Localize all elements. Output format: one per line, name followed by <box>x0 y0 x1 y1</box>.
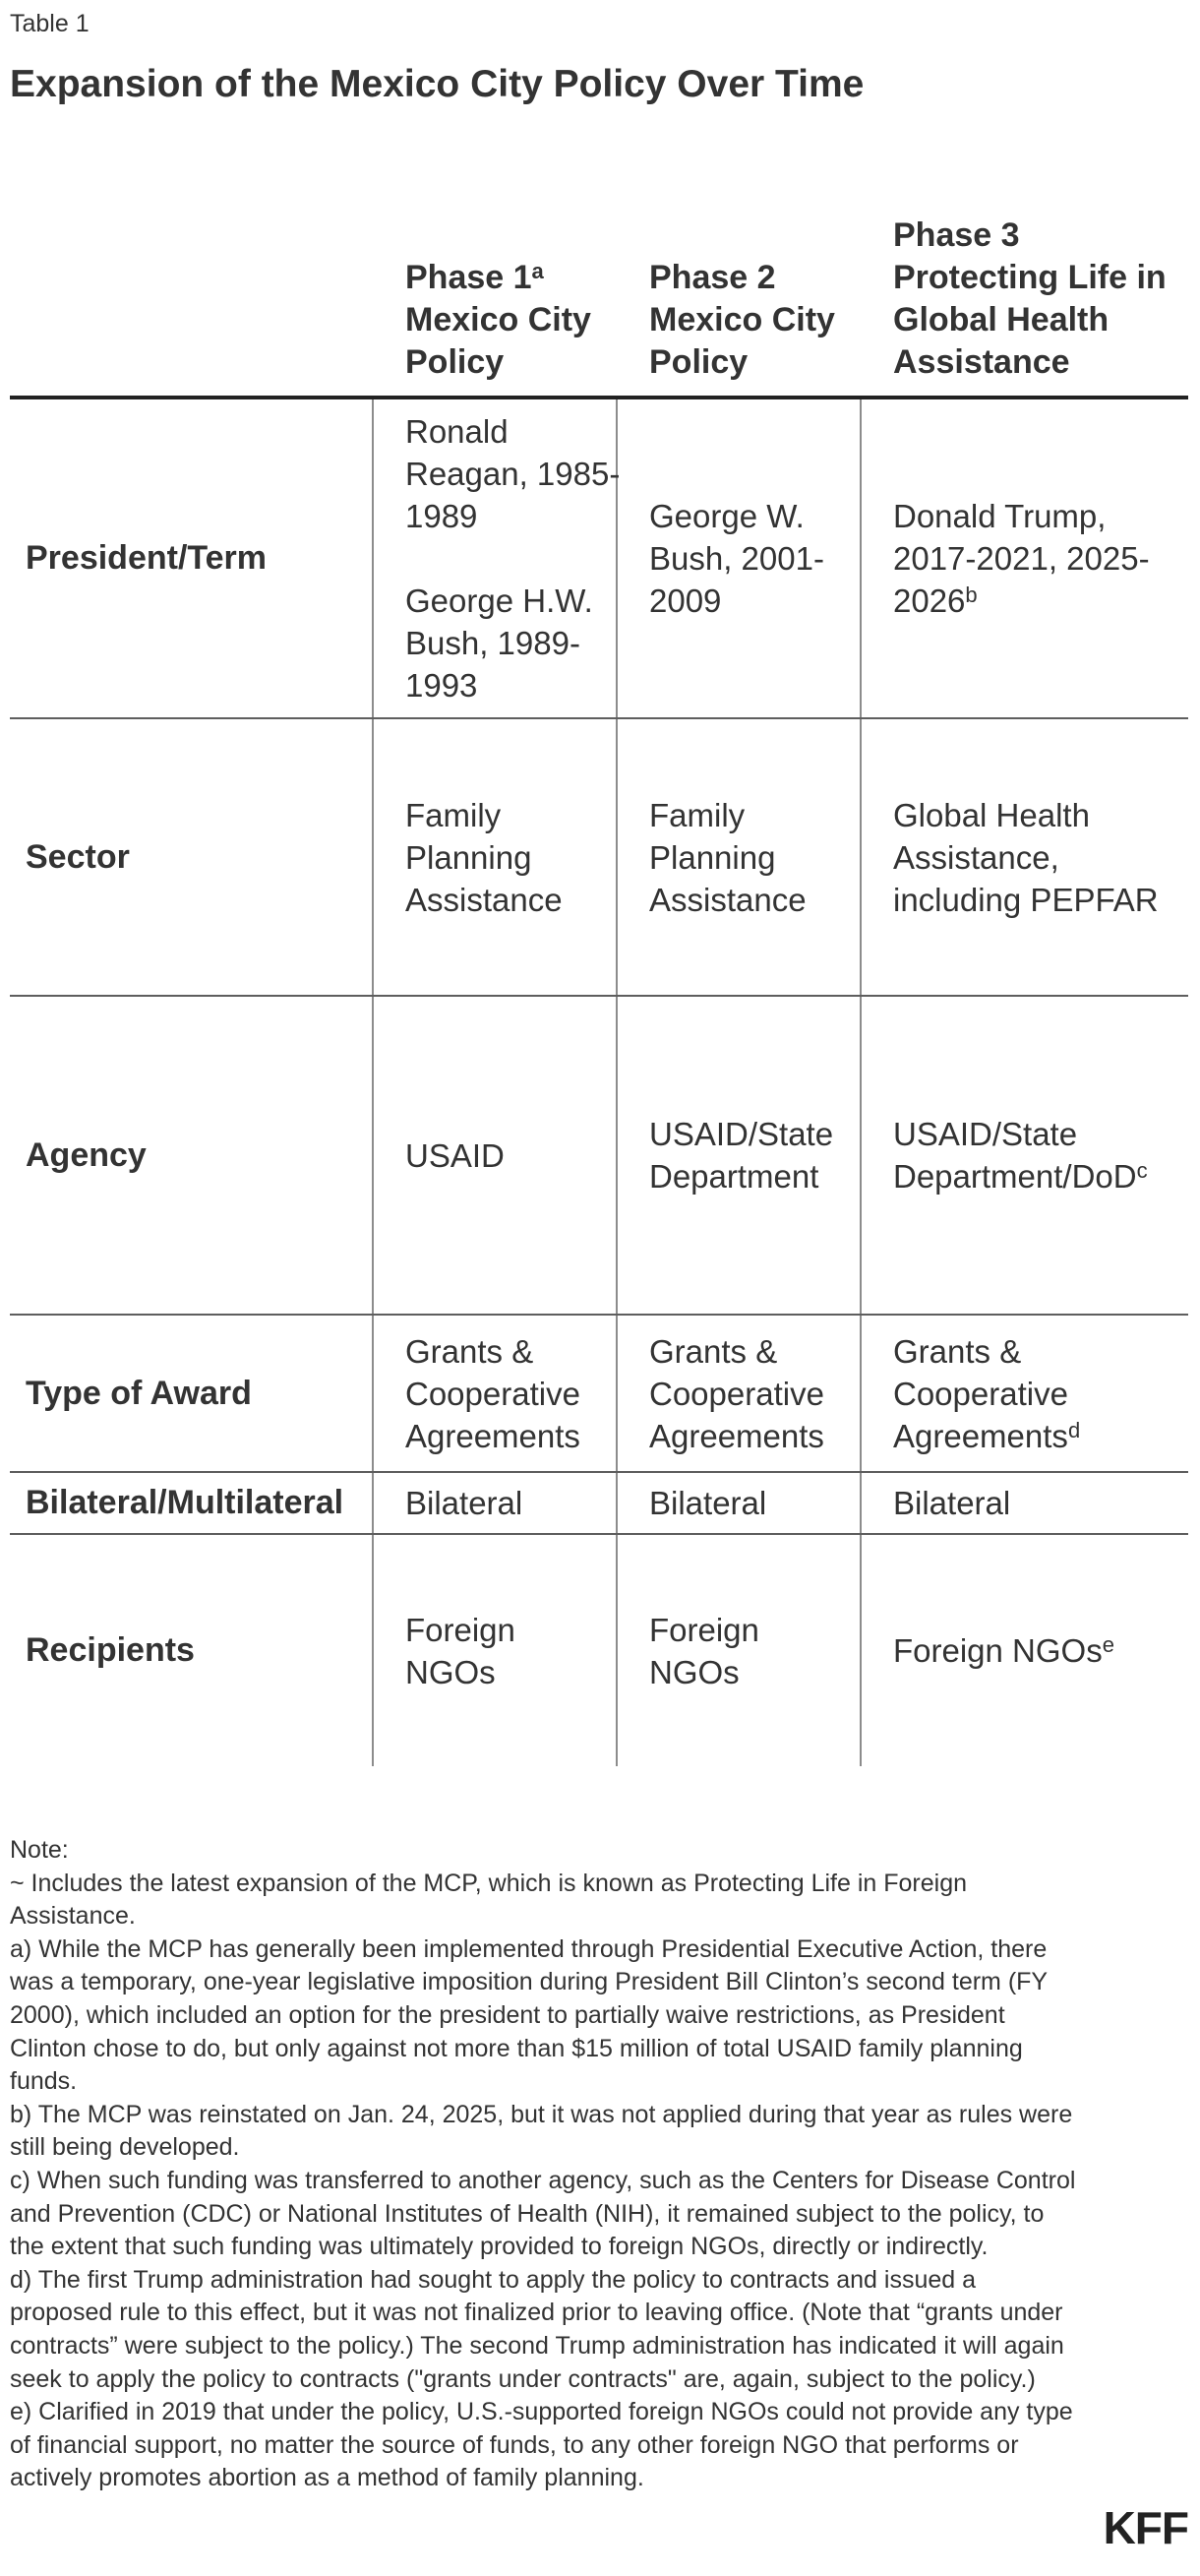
row-label-bilateral: Bilateral/Multilateral <box>26 1484 344 1521</box>
cell-president-phase-1 <box>405 399 622 717</box>
cell-sector-phase-1: Family Planning Assistance <box>405 796 563 918</box>
note-tilde: ~ Includes the latest expansion of the MCP, which is known as Protecting Life in Foreign Assistance. <box>10 1869 967 1931</box>
note-a: a) While the MCP has generally been implemented through Presidential Executive Action, there was a temporary, one-year legislative imposition during President Bill Clinton’s second term (FY 2000), which included an option for the president to partially waive restrictions, as President Clinton chose to do, but only against not more than $15 million of total USAID family planning funds. <box>10 1934 1048 2096</box>
cell-recipients-phase-2: Foreign NGOs <box>649 1611 759 1690</box>
cell-recipients-phase-1: Foreign NGOs <box>405 1611 515 1690</box>
cell-agency-phase-1: USAID <box>405 1136 505 1174</box>
cell-sector-phase-2: Family Planning Assistance <box>649 796 807 918</box>
header-phase-1-policy: Mexico City Policy <box>405 301 591 381</box>
header-phase-2-policy: Mexico City Policy <box>649 301 835 381</box>
cell-president-reagan: Ronald Reagan, 1985-1989 <box>405 413 621 534</box>
kff-logo: KFF <box>1103 2502 1188 2553</box>
cell-award-agreements: Grants & Cooperative Agreements <box>893 1332 1068 1454</box>
column-divider-1 <box>372 399 374 1766</box>
cell-agency-phase-2: USAID/State Department <box>649 1116 834 1195</box>
row-label-president: President/Term <box>26 539 268 577</box>
table-title: Expansion of the Mexico City Policy Over Time <box>10 63 865 105</box>
note-c: c) When such funding was transferred to another agency, such as the Centers for Disease Control and Prevention (CDC) or National Institutes of Health (NIH), it remained subject to the policy, to the extent that such funding was ultimately provided to foreign NGOs, directly or indirectly. <box>10 2166 1076 2261</box>
row-label-sector: Sector <box>26 837 130 876</box>
note-b: b) The MCP was reinstated on Jan. 24, 2025, but it was not applied during that year as rules were still being developed. <box>10 2100 1073 2162</box>
cell-award-phase-2: Grants & Cooperative Agreements <box>649 1332 824 1454</box>
cell-president-phase-2: George W. Bush, 2001-2009 <box>649 498 824 619</box>
footnote-d-marker: d <box>1067 1417 1081 1442</box>
footnote-e-marker: e <box>1102 1632 1114 1657</box>
cell-president-hw-bush: George H.W. Bush, 1989-1993 <box>405 583 593 704</box>
cell-president-phase-3 <box>893 399 1188 717</box>
header-phase-3 <box>893 202 1188 384</box>
cell-recipients-phase-3 <box>893 1535 1188 1766</box>
table-kicker: Table 1 <box>10 10 90 37</box>
row-label-agency: Agency <box>26 1135 147 1174</box>
header-phase-1 <box>405 202 622 384</box>
table-notes <box>10 1834 1082 2495</box>
header-phase-1-footnote: a <box>531 259 544 283</box>
note-d: d) The first Trump administration had sought to apply the policy to contracts and issued a proposed rule to this effect, but it was not finalized prior to leaving office. (Note that “grants under contracts” were subject to the policy.) The second Trump administration has indicated it will again seek to apply the policy to contracts ("grants under contracts" are, again, subject to the policy.) <box>10 2265 1064 2393</box>
cell-recipients-ngos: Foreign NGOs <box>893 1632 1103 1669</box>
header-phase-2 <box>649 202 866 384</box>
cell-bilateral-phase-3: Bilateral <box>893 1485 1011 1521</box>
header-phase-1-name: Phase 1 <box>405 259 532 296</box>
header-phase-3-policy: Protecting Life in Global Health Assistance <box>893 259 1167 381</box>
cell-bilateral-phase-2: Bilateral <box>649 1485 767 1521</box>
header-phase-3-name: Phase 3 <box>893 216 1020 254</box>
cell-award-phase-3 <box>893 1316 1129 1471</box>
footnote-b-marker: b <box>965 583 978 607</box>
cell-agency-phase-3 <box>893 997 1188 1314</box>
cell-sector-phase-3: Global Health Assistance, including PEPFAR <box>893 796 1159 918</box>
row-label-award: Type of Award <box>26 1374 252 1412</box>
notes-heading: Note: <box>10 1836 69 1864</box>
note-e: e) Clarified in 2019 that under the policy, U.S.-supported foreign NGOs could not provide any type of financial support, no matter the source of funds, to any other foreign NGO that performs or actively promotes abortion as a method of family planning. <box>10 2398 1073 2492</box>
cell-award-phase-1: Grants & Cooperative Agreements <box>405 1332 580 1454</box>
footnote-c-marker: c <box>1136 1158 1148 1183</box>
cell-president-trump: Donald Trump, 2017-2021, 2025-2026 <box>893 498 1150 619</box>
cell-agency-dod: USAID/State Department/DoD <box>893 1116 1137 1195</box>
header-phase-2-name: Phase 2 <box>649 259 776 296</box>
row-label-recipients: Recipients <box>26 1631 195 1669</box>
cell-bilateral-phase-1: Bilateral <box>405 1485 523 1521</box>
